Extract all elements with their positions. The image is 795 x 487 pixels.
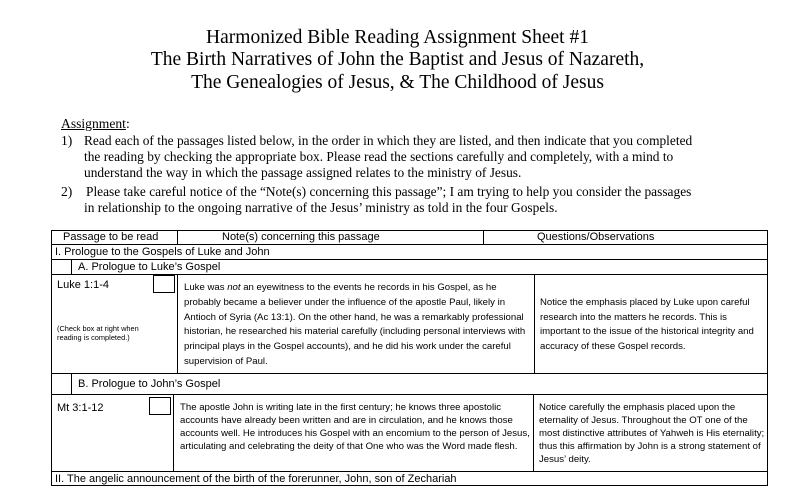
table-border-right (767, 230, 768, 486)
header-bottom (51, 244, 768, 245)
header-divider-2 (483, 230, 484, 244)
item-2-line-2: in relationship to the ongoing narrative of the Jesus’ ministry as told in the four Gospels. (84, 200, 558, 215)
section-1-heading: I. Prologue to the Gospels of Luke and John (55, 246, 270, 258)
sub-b-indent-line (71, 373, 72, 394)
item-1-line-2: the reading by checking the appropriate box. Please read the sections carefully and completely, with a mind to (84, 149, 674, 164)
row1-note (184, 281, 532, 370)
row2-completion-checkbox[interactable] (149, 397, 171, 415)
sub-a-indent-line (71, 259, 72, 274)
row2-divider-1 (173, 394, 174, 471)
table-border-left (51, 230, 52, 486)
sub-b-heading: B. Prologue to John’s Gospel (78, 378, 221, 390)
item-2-number: 2) (61, 184, 73, 199)
row1-divider-2 (534, 274, 535, 373)
assignment-heading (61, 116, 130, 132)
header-passage: Passage to be read (63, 231, 159, 243)
row1-note-post: an eyewitness to the events he records in his Gospel, as he probably became a believer under the influence of the apostle Paul, likely in Antioch of Syria (Ac 13:1). On the other hand, he was a remarkably professional historian, he researched his material carefully (including personal interviews with principal plays in the Gospel accounts), and he did his work under the careful supervision of Paul. (184, 282, 526, 367)
row2-bottom (51, 471, 768, 472)
sub-a-heading: A. Prologue to Luke’s Gospel (78, 261, 221, 273)
row1-divider-1 (177, 274, 178, 373)
row1-passage: Luke 1:1-4 (57, 279, 109, 291)
header-notes: Note(s) concerning this passage (222, 231, 380, 243)
assignment-heading-text: Assignment (61, 116, 126, 131)
row2-observation: Notice carefully the emphasis placed upon the eternality of Jesus. Throughout the OT one of the most distinctive attributes of Yahweh is His eternality; thus this affirmation by John is a strong statement of Jesus’ deity. (539, 402, 765, 465)
header-divider-1 (177, 230, 178, 244)
row1-observation: Notice the emphasis placed by Luke upon careful research into the matters he records. This is important to the issue of the historical integrity and accuracy of these Gospel records. (540, 297, 754, 352)
item-1-number: 1) (61, 133, 73, 148)
header-questions: Questions/Observations (537, 231, 655, 243)
section-2-heading: II. The angelic announcement of the birth of the forerunner, John, son of Zechariah (55, 473, 457, 485)
title-line-2: The Birth Narratives of John the Baptist and Jesus of Nazareth, (150, 49, 645, 70)
item-2-line-1: Please take careful notice of the “Note(s) concerning this passage”; I am trying to help you consider the passages (86, 184, 692, 199)
row1-bottom (51, 373, 768, 374)
reading-table (51, 230, 768, 486)
title-line-3: The Genealogies of Jesus, & The Childhood of Jesus (191, 72, 604, 93)
row1-check-hint: (Check box at right when reading is completed.) (57, 324, 139, 342)
assignment-colon: : (125, 116, 130, 131)
row1-completion-checkbox[interactable] (153, 275, 175, 293)
row1-note-pre: Luke was (184, 282, 228, 293)
row2-note: The apostle John is writing late in the first century; he knows three apostolic accounts have already been written and are in circulation, and he knows those accounts well. He introduces his Gospel with an encomium to the person of Jesus, articulating and celebrating the deity of that One who was the Word made flesh. (180, 402, 530, 452)
row2-divider-2 (533, 394, 534, 471)
row2-passage: Mt 3:1-12 (57, 402, 104, 414)
title-line-1: Harmonized Bible Reading Assignment Sheet #1 (206, 27, 589, 48)
item-1-line-1: Read each of the passages listed below, in the order in which they are listed, and then indicate that you completed (84, 133, 693, 148)
item-1-line-3: understand the way in which the passage assigned relates to the ministry of Jesus. (84, 165, 522, 180)
sub-b-bottom (51, 394, 768, 395)
table-border-top (51, 230, 768, 231)
row1-note-emphasis: not (227, 282, 241, 293)
section-1-bottom (51, 259, 768, 260)
